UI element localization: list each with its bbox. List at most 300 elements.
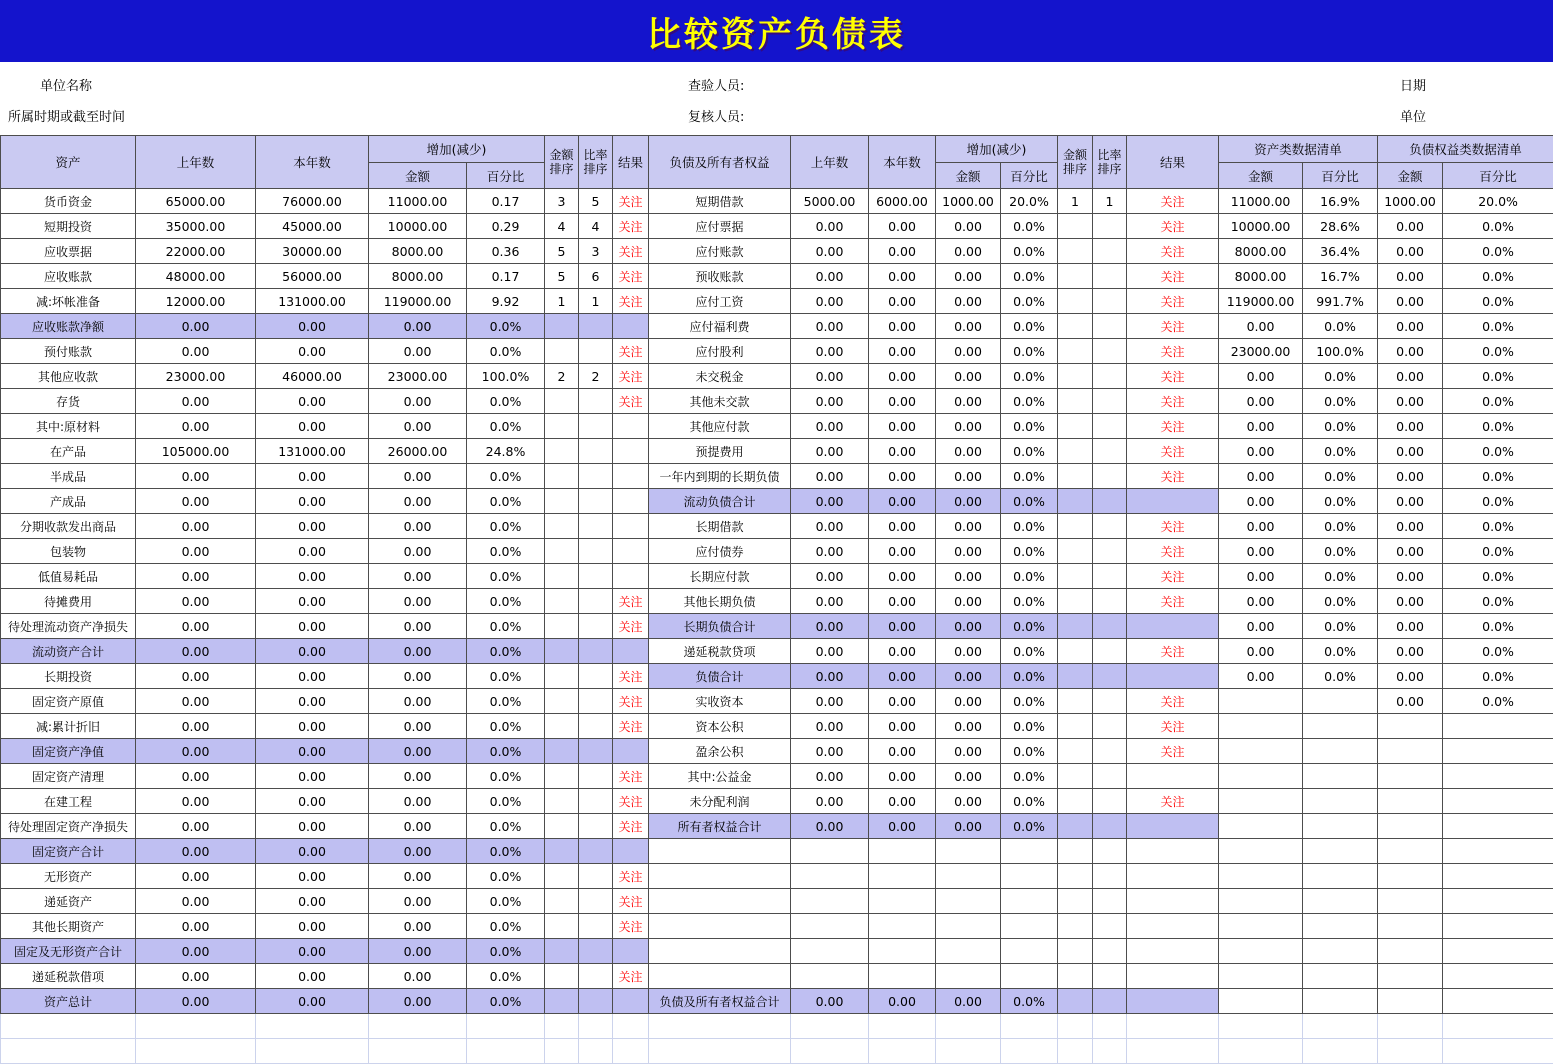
asset-change-amount[interactable]: 0.00 — [369, 639, 467, 664]
liability-curr-year[interactable]: 0.00 — [869, 264, 936, 289]
asset-label[interactable]: 其他长期资产 — [1, 914, 136, 939]
asset-rank-ratio[interactable] — [579, 339, 613, 364]
asset-change-amount[interactable]: 10000.00 — [369, 214, 467, 239]
asset-label[interactable]: 半成品 — [1, 464, 136, 489]
asset-rank-amount[interactable] — [545, 764, 579, 789]
liability-change-amount[interactable] — [936, 914, 1001, 939]
asset-prev-year[interactable]: 105000.00 — [136, 439, 256, 464]
liability-list-amount[interactable]: 0.00 — [1378, 539, 1443, 564]
liability-label[interactable]: 递延税款贷项 — [649, 639, 791, 664]
liability-curr-year[interactable]: 0.00 — [869, 339, 936, 364]
asset-curr-year[interactable]: 0.00 — [256, 314, 369, 339]
liability-list-amount[interactable]: 0.00 — [1378, 389, 1443, 414]
liability-rank-ratio[interactable] — [1093, 839, 1127, 864]
liability-rank-amount[interactable] — [1058, 689, 1093, 714]
liability-list-percent[interactable]: 0.0% — [1443, 264, 1553, 289]
asset-label[interactable]: 短期投资 — [1, 214, 136, 239]
asset-result[interactable]: 关注 — [613, 764, 649, 789]
liability-list-percent[interactable] — [1443, 764, 1553, 789]
liability-change-amount[interactable]: 0.00 — [936, 714, 1001, 739]
asset-list-percent[interactable]: 0.0% — [1303, 539, 1378, 564]
liability-prev-year[interactable]: 0.00 — [791, 739, 869, 764]
asset-rank-amount[interactable] — [545, 664, 579, 689]
asset-list-amount[interactable]: 0.00 — [1219, 364, 1303, 389]
liability-change-percent[interactable] — [1001, 889, 1058, 914]
asset-list-percent[interactable] — [1303, 714, 1378, 739]
asset-list-percent[interactable]: 0.0% — [1303, 589, 1378, 614]
liability-label[interactable]: 长期应付款 — [649, 564, 791, 589]
liability-rank-ratio[interactable] — [1093, 239, 1127, 264]
liability-list-percent[interactable]: 0.0% — [1443, 414, 1553, 439]
liability-curr-year[interactable]: 0.00 — [869, 364, 936, 389]
asset-list-amount[interactable] — [1219, 814, 1303, 839]
liability-curr-year[interactable]: 0.00 — [869, 814, 936, 839]
empty-cell[interactable] — [1303, 1039, 1378, 1064]
asset-rank-amount[interactable] — [545, 639, 579, 664]
liability-change-percent[interactable]: 0.0% — [1001, 614, 1058, 639]
liability-rank-ratio[interactable] — [1093, 739, 1127, 764]
empty-cell[interactable] — [369, 1039, 467, 1064]
empty-cell[interactable] — [1443, 1039, 1553, 1064]
asset-list-percent[interactable]: 0.0% — [1303, 564, 1378, 589]
asset-rank-ratio[interactable] — [579, 614, 613, 639]
asset-rank-ratio[interactable] — [579, 664, 613, 689]
asset-prev-year[interactable]: 0.00 — [136, 964, 256, 989]
liability-rank-ratio[interactable] — [1093, 564, 1127, 589]
liability-label[interactable]: 应付工资 — [649, 289, 791, 314]
asset-curr-year[interactable]: 0.00 — [256, 864, 369, 889]
liability-list-amount[interactable]: 0.00 — [1378, 364, 1443, 389]
liability-change-amount[interactable] — [936, 964, 1001, 989]
liability-result[interactable] — [1127, 839, 1219, 864]
liability-prev-year[interactable] — [791, 864, 869, 889]
asset-label[interactable]: 待处理固定资产净损失 — [1, 814, 136, 839]
liability-change-percent[interactable]: 0.0% — [1001, 664, 1058, 689]
liability-rank-amount[interactable] — [1058, 714, 1093, 739]
liability-result[interactable]: 关注 — [1127, 739, 1219, 764]
asset-change-percent[interactable]: 100.0% — [467, 364, 545, 389]
liability-prev-year[interactable]: 0.00 — [791, 239, 869, 264]
liability-change-amount[interactable]: 0.00 — [936, 814, 1001, 839]
liability-label[interactable]: 资本公积 — [649, 714, 791, 739]
liability-curr-year[interactable]: 0.00 — [869, 664, 936, 689]
asset-change-percent[interactable]: 0.0% — [467, 489, 545, 514]
asset-list-amount[interactable]: 0.00 — [1219, 664, 1303, 689]
liability-label[interactable] — [649, 864, 791, 889]
liability-change-percent[interactable]: 20.0% — [1001, 189, 1058, 214]
liability-label[interactable]: 负债及所有者权益合计 — [649, 989, 791, 1014]
asset-change-amount[interactable]: 0.00 — [369, 964, 467, 989]
liability-change-amount[interactable] — [936, 864, 1001, 889]
empty-cell[interactable] — [579, 1014, 613, 1039]
liability-list-amount[interactable] — [1378, 739, 1443, 764]
liability-prev-year[interactable]: 0.00 — [791, 789, 869, 814]
liability-list-percent[interactable]: 0.0% — [1443, 439, 1553, 464]
liability-label[interactable]: 长期借款 — [649, 514, 791, 539]
asset-change-amount[interactable]: 0.00 — [369, 514, 467, 539]
asset-rank-amount[interactable] — [545, 839, 579, 864]
liability-label[interactable]: 所有者权益合计 — [649, 814, 791, 839]
empty-cell[interactable] — [649, 1039, 791, 1064]
liability-rank-amount[interactable] — [1058, 939, 1093, 964]
asset-result[interactable]: 关注 — [613, 589, 649, 614]
asset-prev-year[interactable]: 0.00 — [136, 939, 256, 964]
liability-change-percent[interactable]: 0.0% — [1001, 364, 1058, 389]
liability-change-percent[interactable]: 0.0% — [1001, 339, 1058, 364]
liability-list-percent[interactable] — [1443, 939, 1553, 964]
liability-result[interactable] — [1127, 914, 1219, 939]
asset-rank-amount[interactable] — [545, 514, 579, 539]
asset-rank-amount[interactable] — [545, 614, 579, 639]
liability-change-amount[interactable]: 0.00 — [936, 614, 1001, 639]
liability-list-amount[interactable] — [1378, 939, 1443, 964]
asset-prev-year[interactable]: 35000.00 — [136, 214, 256, 239]
liability-list-amount[interactable] — [1378, 989, 1443, 1014]
liability-list-amount[interactable] — [1378, 789, 1443, 814]
liability-curr-year[interactable] — [869, 964, 936, 989]
liability-list-percent[interactable]: 0.0% — [1443, 514, 1553, 539]
asset-list-amount[interactable]: 8000.00 — [1219, 264, 1303, 289]
asset-change-percent[interactable]: 0.0% — [467, 864, 545, 889]
asset-label[interactable]: 预付账款 — [1, 339, 136, 364]
asset-change-percent[interactable]: 0.0% — [467, 389, 545, 414]
asset-curr-year[interactable]: 0.00 — [256, 489, 369, 514]
asset-change-percent[interactable]: 0.0% — [467, 989, 545, 1014]
asset-list-amount[interactable] — [1219, 864, 1303, 889]
asset-rank-ratio[interactable]: 3 — [579, 239, 613, 264]
asset-label[interactable]: 在建工程 — [1, 789, 136, 814]
asset-rank-amount[interactable] — [545, 989, 579, 1014]
asset-list-percent[interactable]: 0.0% — [1303, 614, 1378, 639]
liability-result[interactable]: 关注 — [1127, 639, 1219, 664]
liability-list-amount[interactable] — [1378, 814, 1443, 839]
liability-label[interactable]: 其他应付款 — [649, 414, 791, 439]
liability-change-percent[interactable] — [1001, 939, 1058, 964]
asset-list-amount[interactable] — [1219, 914, 1303, 939]
asset-label[interactable]: 产成品 — [1, 489, 136, 514]
asset-list-amount[interactable] — [1219, 989, 1303, 1014]
asset-rank-amount[interactable] — [545, 314, 579, 339]
empty-cell[interactable] — [649, 1014, 791, 1039]
asset-curr-year[interactable]: 0.00 — [256, 739, 369, 764]
liability-rank-ratio[interactable] — [1093, 339, 1127, 364]
liability-list-percent[interactable]: 0.0% — [1443, 639, 1553, 664]
liability-list-percent[interactable] — [1443, 914, 1553, 939]
asset-result[interactable] — [613, 989, 649, 1014]
liability-label[interactable]: 短期借款 — [649, 189, 791, 214]
asset-list-amount[interactable]: 10000.00 — [1219, 214, 1303, 239]
liability-list-amount[interactable]: 0.00 — [1378, 339, 1443, 364]
asset-change-percent[interactable]: 0.0% — [467, 964, 545, 989]
liability-list-percent[interactable] — [1443, 989, 1553, 1014]
liability-change-amount[interactable]: 0.00 — [936, 989, 1001, 1014]
liability-rank-ratio[interactable] — [1093, 489, 1127, 514]
asset-result[interactable] — [613, 439, 649, 464]
asset-curr-year[interactable]: 0.00 — [256, 889, 369, 914]
asset-result[interactable]: 关注 — [613, 689, 649, 714]
asset-curr-year[interactable]: 45000.00 — [256, 214, 369, 239]
asset-change-amount[interactable]: 0.00 — [369, 539, 467, 564]
liability-change-amount[interactable]: 0.00 — [936, 389, 1001, 414]
liability-label[interactable]: 盈余公积 — [649, 739, 791, 764]
liability-rank-ratio[interactable] — [1093, 589, 1127, 614]
liability-list-percent[interactable]: 0.0% — [1443, 614, 1553, 639]
liability-list-amount[interactable]: 0.00 — [1378, 489, 1443, 514]
liability-prev-year[interactable]: 0.00 — [791, 764, 869, 789]
liability-result[interactable]: 关注 — [1127, 714, 1219, 739]
asset-rank-ratio[interactable] — [579, 789, 613, 814]
liability-result[interactable]: 关注 — [1127, 689, 1219, 714]
asset-list-percent[interactable]: 0.0% — [1303, 439, 1378, 464]
empty-cell[interactable] — [1378, 1039, 1443, 1064]
liability-change-percent[interactable]: 0.0% — [1001, 439, 1058, 464]
liability-rank-amount[interactable] — [1058, 389, 1093, 414]
asset-change-percent[interactable]: 0.17 — [467, 264, 545, 289]
liability-rank-amount[interactable] — [1058, 314, 1093, 339]
asset-label[interactable]: 其中:原材料 — [1, 414, 136, 439]
liability-curr-year[interactable]: 0.00 — [869, 389, 936, 414]
liability-curr-year[interactable]: 0.00 — [869, 539, 936, 564]
asset-result[interactable] — [613, 739, 649, 764]
asset-rank-amount[interactable]: 5 — [545, 239, 579, 264]
liability-list-percent[interactable] — [1443, 864, 1553, 889]
liability-curr-year[interactable]: 0.00 — [869, 414, 936, 439]
asset-prev-year[interactable]: 0.00 — [136, 389, 256, 414]
asset-label[interactable]: 固定资产原值 — [1, 689, 136, 714]
asset-change-percent[interactable]: 0.0% — [467, 514, 545, 539]
liability-change-percent[interactable]: 0.0% — [1001, 589, 1058, 614]
liability-list-percent[interactable]: 0.0% — [1443, 314, 1553, 339]
asset-change-percent[interactable]: 0.0% — [467, 639, 545, 664]
asset-curr-year[interactable]: 131000.00 — [256, 289, 369, 314]
asset-change-percent[interactable]: 0.36 — [467, 239, 545, 264]
asset-label[interactable]: 应收票据 — [1, 239, 136, 264]
liability-change-amount[interactable]: 0.00 — [936, 489, 1001, 514]
liability-prev-year[interactable] — [791, 839, 869, 864]
liability-prev-year[interactable]: 0.00 — [791, 539, 869, 564]
liability-curr-year[interactable]: 0.00 — [869, 689, 936, 714]
asset-change-percent[interactable]: 0.0% — [467, 614, 545, 639]
liability-rank-ratio[interactable] — [1093, 714, 1127, 739]
liability-result[interactable] — [1127, 889, 1219, 914]
asset-result[interactable] — [613, 564, 649, 589]
liability-label[interactable]: 其他未交款 — [649, 389, 791, 414]
liability-change-percent[interactable]: 0.0% — [1001, 739, 1058, 764]
liability-prev-year[interactable]: 0.00 — [791, 639, 869, 664]
empty-cell[interactable] — [369, 1014, 467, 1039]
asset-curr-year[interactable]: 0.00 — [256, 464, 369, 489]
asset-rank-amount[interactable] — [545, 714, 579, 739]
liability-list-percent[interactable] — [1443, 739, 1553, 764]
asset-label[interactable]: 应收账款净额 — [1, 314, 136, 339]
liability-curr-year[interactable] — [869, 939, 936, 964]
asset-rank-amount[interactable] — [545, 589, 579, 614]
asset-prev-year[interactable]: 0.00 — [136, 864, 256, 889]
asset-rank-ratio[interactable] — [579, 314, 613, 339]
asset-prev-year[interactable]: 65000.00 — [136, 189, 256, 214]
asset-list-amount[interactable] — [1219, 739, 1303, 764]
liability-rank-ratio[interactable] — [1093, 889, 1127, 914]
asset-list-percent[interactable] — [1303, 789, 1378, 814]
liability-curr-year[interactable] — [869, 864, 936, 889]
liability-rank-ratio[interactable] — [1093, 614, 1127, 639]
liability-rank-ratio[interactable] — [1093, 664, 1127, 689]
asset-result[interactable]: 关注 — [613, 614, 649, 639]
asset-prev-year[interactable]: 0.00 — [136, 889, 256, 914]
liability-rank-ratio[interactable] — [1093, 539, 1127, 564]
asset-list-amount[interactable]: 0.00 — [1219, 639, 1303, 664]
liability-result[interactable]: 关注 — [1127, 564, 1219, 589]
asset-label[interactable]: 资产总计 — [1, 989, 136, 1014]
asset-list-amount[interactable] — [1219, 689, 1303, 714]
liability-prev-year[interactable]: 0.00 — [791, 564, 869, 589]
empty-cell[interactable] — [869, 1014, 936, 1039]
liability-list-amount[interactable]: 0.00 — [1378, 564, 1443, 589]
empty-cell[interactable] — [256, 1014, 369, 1039]
liability-list-amount[interactable]: 0.00 — [1378, 514, 1443, 539]
liability-result[interactable] — [1127, 939, 1219, 964]
asset-curr-year[interactable]: 0.00 — [256, 639, 369, 664]
liability-curr-year[interactable]: 0.00 — [869, 464, 936, 489]
asset-curr-year[interactable]: 76000.00 — [256, 189, 369, 214]
empty-cell[interactable] — [1001, 1039, 1058, 1064]
liability-change-amount[interactable]: 0.00 — [936, 289, 1001, 314]
liability-list-amount[interactable]: 0.00 — [1378, 614, 1443, 639]
asset-prev-year[interactable]: 0.00 — [136, 314, 256, 339]
asset-result[interactable] — [613, 539, 649, 564]
liability-rank-amount[interactable] — [1058, 364, 1093, 389]
liability-label[interactable]: 预提费用 — [649, 439, 791, 464]
empty-cell[interactable] — [1443, 1014, 1553, 1039]
liability-prev-year[interactable]: 0.00 — [791, 364, 869, 389]
asset-rank-ratio[interactable] — [579, 489, 613, 514]
liability-change-percent[interactable]: 0.0% — [1001, 314, 1058, 339]
liability-rank-amount[interactable] — [1058, 564, 1093, 589]
liability-prev-year[interactable]: 0.00 — [791, 414, 869, 439]
liability-rank-ratio[interactable] — [1093, 364, 1127, 389]
liability-rank-amount[interactable] — [1058, 264, 1093, 289]
asset-list-percent[interactable] — [1303, 814, 1378, 839]
asset-label[interactable]: 在产品 — [1, 439, 136, 464]
asset-rank-ratio[interactable] — [579, 814, 613, 839]
asset-change-amount[interactable]: 0.00 — [369, 689, 467, 714]
asset-list-percent[interactable] — [1303, 689, 1378, 714]
asset-prev-year[interactable]: 0.00 — [136, 489, 256, 514]
asset-change-amount[interactable]: 0.00 — [369, 814, 467, 839]
asset-change-amount[interactable]: 0.00 — [369, 939, 467, 964]
asset-rank-ratio[interactable] — [579, 589, 613, 614]
asset-rank-amount[interactable] — [545, 914, 579, 939]
empty-cell[interactable] — [1219, 1014, 1303, 1039]
liability-change-percent[interactable]: 0.0% — [1001, 989, 1058, 1014]
asset-change-percent[interactable]: 0.17 — [467, 189, 545, 214]
asset-list-amount[interactable] — [1219, 789, 1303, 814]
liability-result[interactable]: 关注 — [1127, 589, 1219, 614]
asset-rank-amount[interactable]: 1 — [545, 289, 579, 314]
empty-cell[interactable] — [869, 1039, 936, 1064]
liability-rank-amount[interactable] — [1058, 789, 1093, 814]
asset-rank-amount[interactable]: 2 — [545, 364, 579, 389]
asset-list-percent[interactable]: 991.7% — [1303, 289, 1378, 314]
liability-result[interactable] — [1127, 764, 1219, 789]
asset-change-percent[interactable]: 0.0% — [467, 764, 545, 789]
asset-rank-amount[interactable] — [545, 489, 579, 514]
asset-prev-year[interactable]: 0.00 — [136, 814, 256, 839]
asset-result[interactable] — [613, 414, 649, 439]
asset-prev-year[interactable]: 0.00 — [136, 714, 256, 739]
liability-prev-year[interactable]: 0.00 — [791, 339, 869, 364]
liability-result[interactable] — [1127, 864, 1219, 889]
liability-list-amount[interactable] — [1378, 714, 1443, 739]
liability-prev-year[interactable]: 0.00 — [791, 614, 869, 639]
asset-change-amount[interactable]: 11000.00 — [369, 189, 467, 214]
asset-label[interactable]: 递延资产 — [1, 889, 136, 914]
liability-result[interactable]: 关注 — [1127, 214, 1219, 239]
liability-curr-year[interactable]: 0.00 — [869, 614, 936, 639]
asset-prev-year[interactable]: 0.00 — [136, 414, 256, 439]
liability-change-amount[interactable]: 0.00 — [936, 764, 1001, 789]
empty-cell[interactable] — [1127, 1039, 1219, 1064]
asset-label[interactable]: 待处理流动资产净损失 — [1, 614, 136, 639]
liability-change-percent[interactable]: 0.0% — [1001, 789, 1058, 814]
liability-prev-year[interactable]: 5000.00 — [791, 189, 869, 214]
asset-label[interactable]: 长期投资 — [1, 664, 136, 689]
asset-result[interactable]: 关注 — [613, 964, 649, 989]
asset-result[interactable]: 关注 — [613, 289, 649, 314]
liability-prev-year[interactable] — [791, 964, 869, 989]
liability-result[interactable]: 关注 — [1127, 289, 1219, 314]
liability-rank-amount[interactable] — [1058, 414, 1093, 439]
asset-list-percent[interactable] — [1303, 964, 1378, 989]
liability-label[interactable]: 应付债券 — [649, 539, 791, 564]
liability-result[interactable]: 关注 — [1127, 239, 1219, 264]
liability-rank-ratio[interactable] — [1093, 914, 1127, 939]
asset-change-amount[interactable]: 0.00 — [369, 664, 467, 689]
liability-change-amount[interactable] — [936, 939, 1001, 964]
liability-result[interactable]: 关注 — [1127, 514, 1219, 539]
asset-curr-year[interactable]: 0.00 — [256, 689, 369, 714]
asset-result[interactable]: 关注 — [613, 914, 649, 939]
asset-label[interactable]: 流动资产合计 — [1, 639, 136, 664]
empty-cell[interactable] — [467, 1039, 545, 1064]
asset-label[interactable]: 分期收款发出商品 — [1, 514, 136, 539]
asset-change-amount[interactable]: 0.00 — [369, 614, 467, 639]
asset-rank-ratio[interactable] — [579, 939, 613, 964]
liability-change-percent[interactable]: 0.0% — [1001, 764, 1058, 789]
liability-list-amount[interactable] — [1378, 839, 1443, 864]
liability-list-percent[interactable]: 0.0% — [1443, 464, 1553, 489]
liability-prev-year[interactable]: 0.00 — [791, 264, 869, 289]
asset-rank-ratio[interactable] — [579, 864, 613, 889]
liability-change-percent[interactable] — [1001, 839, 1058, 864]
liability-rank-amount[interactable] — [1058, 914, 1093, 939]
asset-change-percent[interactable]: 9.92 — [467, 289, 545, 314]
asset-change-amount[interactable]: 0.00 — [369, 914, 467, 939]
asset-list-amount[interactable] — [1219, 839, 1303, 864]
asset-change-percent[interactable]: 0.0% — [467, 714, 545, 739]
asset-rank-ratio[interactable] — [579, 839, 613, 864]
asset-list-percent[interactable] — [1303, 914, 1378, 939]
liability-curr-year[interactable]: 6000.00 — [869, 189, 936, 214]
asset-rank-amount[interactable] — [545, 689, 579, 714]
liability-rank-amount[interactable] — [1058, 739, 1093, 764]
asset-rank-ratio[interactable] — [579, 464, 613, 489]
asset-list-amount[interactable]: 0.00 — [1219, 464, 1303, 489]
liability-list-amount[interactable]: 0.00 — [1378, 639, 1443, 664]
liability-change-percent[interactable]: 0.0% — [1001, 564, 1058, 589]
asset-result[interactable] — [613, 464, 649, 489]
asset-rank-ratio[interactable] — [579, 889, 613, 914]
